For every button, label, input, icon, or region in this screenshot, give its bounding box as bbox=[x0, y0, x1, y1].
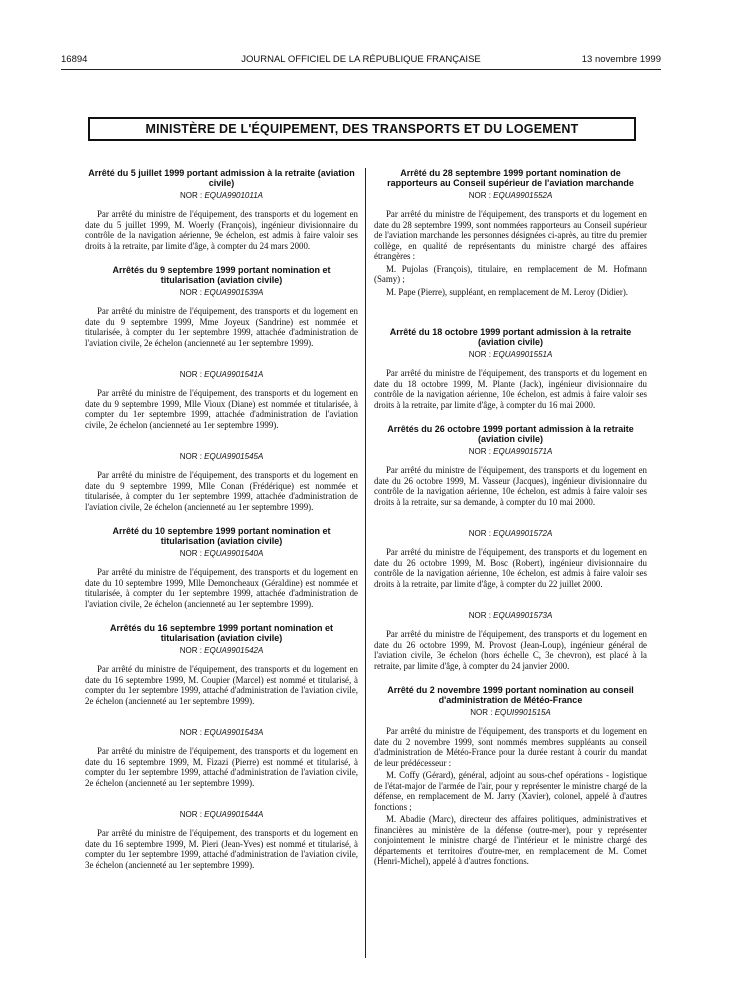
decree-text: Par arrêté du ministre de l'équipement, des transports et du logement en date du 26 octobre 1999, M. Provost (Jean-Loup), ingénieur général de l'aviation civile, 3e échelon (hors échelle C, 3e chevron), est placé à la retraite, par limite d'âge, à compter du 24 janvier 2000. bbox=[374, 629, 647, 671]
right-column bbox=[374, 168, 647, 881]
nor-label: NOR : bbox=[468, 350, 491, 359]
nor-code: EQUA9901542A bbox=[204, 646, 264, 655]
decree-text: Par arrêté du ministre de l'équipement, des transports et du logement en date du 16 septembre 1999, M. Fizazi (Pierre) est nommé et titularisé, à compter du 1er septembre 1999, attaché d'administration de l'aviation civile, 2e échelon (ancienneté au 1er septembre 1999). bbox=[85, 746, 358, 788]
decree-list-item: M. Pujolas (François), titulaire, en remplacement de M. Hofmann (Samy) ; bbox=[374, 263, 647, 284]
nor-label: NOR : bbox=[468, 447, 491, 456]
header-rule bbox=[61, 69, 661, 70]
nor-reference bbox=[374, 447, 647, 457]
decree-section bbox=[85, 623, 358, 870]
decree-title: Arrêtés du 16 septembre 1999 portant nomination et titularisation (aviation civile) bbox=[109, 623, 334, 643]
nor-reference bbox=[85, 728, 358, 738]
nor-code: EQUA9901543A bbox=[204, 728, 264, 737]
nor-reference bbox=[374, 191, 647, 201]
decree-text: Par arrêté du ministre de l'équipement, des transports et du logement en date du 26 octobre 1999, M. Bosc (Robert), ingénieur divisionnaire du contrôle de la navigation aérienne, 10e échelon, est admis à faire valoir ses droits à la retraite, par limite d'âge, à compter du 22 juillet 2000. bbox=[374, 547, 647, 589]
decree-list-item: M. Pape (Pierre), suppléant, en remplacement de M. Leroy (Didier). bbox=[386, 286, 629, 297]
nor-reference bbox=[374, 611, 647, 621]
decree-text: Par arrêté du ministre de l'équipement, des transports et du logement en date du 5 juillet 1999, M. Woerly (François), ingénieur divisionnaire du contrôle de la navigation aérienne, 9e échelon, est admis à faire valoir ses droits à la retraite, par limite d'âge, à compter du 24 mars 2000. bbox=[85, 209, 358, 251]
column-divider bbox=[365, 168, 366, 958]
decree-text: Par arrêté du ministre de l'équipement, des transports et du logement en date du 10 septembre 1999, Mlle Demoncheaux (Géraldine) est nommée et titularisée, à compter du 1er septembre 1999, attachée d'administration de l'aviation civile, 2e échelon (ancienneté au 1er septembre 1999). bbox=[85, 567, 358, 609]
nor-label: NOR : bbox=[468, 529, 491, 538]
ministry-heading: MINISTÈRE DE L'ÉQUIPEMENT, DES TRANSPORTS ET DU LOGEMENT bbox=[88, 117, 636, 141]
nor-reference bbox=[85, 288, 358, 298]
nor-code: EQUA9901551A bbox=[493, 350, 553, 359]
nor-reference bbox=[85, 191, 358, 201]
decree-section bbox=[374, 424, 647, 671]
decree-text: Par arrêté du ministre de l'équipement, des transports et du logement en date du 16 septembre 1999, M. Pieri (Jean-Yves) est nommé et titularisé, à compter du 1er septembre 1999, attaché d'administration de l'aviation civile, 3e échelon (ancienneté au 1er septembre 1999). bbox=[85, 828, 358, 870]
nor-label: NOR : bbox=[179, 452, 202, 461]
nor-code: EQUA9901573A bbox=[493, 611, 553, 620]
nor-reference bbox=[85, 646, 358, 656]
nor-code: EQUA9901552A bbox=[493, 191, 553, 200]
nor-label: NOR : bbox=[470, 708, 493, 717]
page-header bbox=[61, 54, 661, 70]
decree-list-item: M. Coffy (Gérard), général, adjoint au sous-chef opérations - logistique de l'état-major de l'armée de l'air, pour y représenter le ministre chargé de la défense, en remplacement de M. Jarry (Xavier), colonel, appelé à d'autres fonctions ; bbox=[374, 770, 647, 812]
decree-text: Par arrêté du ministre de l'équipement, des transports et du logement en date du 26 octobre 1999, M. Vasseur (Jacques), ingénieur divisionnaire du contrôle de la navigation aérienne, 10e échelon, est admis à faire valoir ses droits à la retraite, sur sa demande, à compter du 10 mai 2000. bbox=[374, 465, 647, 507]
nor-reference bbox=[374, 708, 647, 718]
decree-list-item: M. Abadie (Marc), directeur des affaires politiques, administratives et financières au ministère de la défense (outre-mer), pour y représenter conjointement le ministre chargé de l'intérieur et le ministre chargé des départements et territoires d'outre-mer, en remplacement de M. Comet (Henri-Michel), appelé à d'autres fonctions. bbox=[374, 814, 647, 866]
nor-reference bbox=[374, 529, 647, 539]
issue-date: 13 novembre 1999 bbox=[581, 54, 661, 65]
nor-reference bbox=[85, 549, 358, 559]
decree-title: Arrêté du 10 septembre 1999 portant nomination et titularisation (aviation civile) bbox=[112, 526, 331, 546]
decree-title: Arrêté du 18 octobre 1999 portant admission à la retraite (aviation civile) bbox=[389, 327, 632, 347]
decree-section bbox=[374, 327, 647, 410]
decree-section bbox=[85, 168, 358, 251]
decree-text: Par arrêté du ministre de l'équipement, des transports et du logement en date du 9 septembre 1999, Mlle Conan (Frédérique) est nommée et titularisée, à compter du 1er septembre 1999, attachée d'administration de l'aviation civile, 2e échelon (ancienneté au 1er septembre 1999). bbox=[85, 470, 358, 512]
decree-section bbox=[85, 265, 358, 512]
decree-title: Arrêté du 5 juillet 1999 portant admission à la retraite (aviation civile) bbox=[88, 168, 355, 188]
nor-label: NOR : bbox=[468, 191, 491, 200]
decree-text: Par arrêté du ministre de l'équipement, des transports et du logement en date du 18 octobre 1999, M. Plante (Jack), ingénieur divisionnaire du contrôle de la navigation aérienne, 10e échelon, est admis à faire valoir ses droits à la retraite, par limite d'âge, à compter du 16 mai 2000. bbox=[374, 368, 647, 410]
decree-section bbox=[374, 168, 647, 297]
nor-label: NOR : bbox=[179, 810, 202, 819]
nor-code: EQUA9901545A bbox=[204, 452, 264, 461]
decree-title: Arrêté du 2 novembre 1999 portant nomination au conseil d'administration de Météo-France bbox=[387, 685, 634, 705]
nor-label: NOR : bbox=[179, 191, 203, 200]
nor-label: NOR : bbox=[179, 288, 202, 297]
nor-code: EQUA9901544A bbox=[204, 810, 264, 819]
page-number: 16894 bbox=[61, 54, 88, 65]
nor-code: EQUA9901540A bbox=[204, 549, 264, 558]
decree-section bbox=[85, 526, 358, 609]
nor-label: NOR : bbox=[179, 646, 202, 655]
nor-code: EQUA9901571A bbox=[493, 447, 553, 456]
nor-label: NOR : bbox=[468, 611, 491, 620]
nor-reference bbox=[85, 810, 358, 820]
decree-text: Par arrêté du ministre de l'équipement, des transports et du logement en date du 28 septembre 1999, sont nommées rapporteurs au Conseil supérieur de l'aviation marchande les personnes désignées ci-après, au titre du premier collège, en qualité de représentants du ministre chargé des affaires étrangères : bbox=[374, 209, 647, 261]
decree-title: Arrêté du 28 septembre 1999 portant nomination de rapporteurs au Conseil supérieur de l'aviation marchande bbox=[387, 168, 634, 188]
decree-text: Par arrêté du ministre de l'équipement, des transports et du logement en date du 9 septembre 1999, Mme Joyeux (Sandrine) est nommée et titularisée, à compter du 1er septembre 1999, attachée d'administration de l'aviation civile, 2e échelon (ancienneté au 1er septembre 1999). bbox=[85, 306, 358, 348]
nor-reference bbox=[374, 350, 647, 360]
journal-title: JOURNAL OFFICIEL DE LA RÉPUBLIQUE FRANÇAISE bbox=[241, 54, 481, 65]
nor-reference bbox=[85, 370, 358, 380]
nor-reference bbox=[85, 452, 358, 462]
nor-code: EQUA9901572A bbox=[493, 529, 553, 538]
nor-code: EQUA9901541A bbox=[204, 370, 264, 379]
decree-title: Arrêtés du 26 octobre 1999 portant admission à la retraite (aviation civile) bbox=[387, 424, 634, 444]
nor-code: EQUI9901515A bbox=[494, 708, 551, 717]
nor-label: NOR : bbox=[179, 549, 202, 558]
nor-code: EQUA9901539A bbox=[204, 288, 264, 297]
decree-title: Arrêtés du 9 septembre 1999 portant nomination et titularisation (aviation civile) bbox=[112, 265, 331, 285]
nor-label: NOR : bbox=[179, 728, 202, 737]
decree-text: Par arrêté du ministre de l'équipement, des transports et du logement en date du 2 novembre 1999, sont nommés membres suppléants au conseil d'administration de Météo-France pour la durée restant à courir du mandat de leur prédécesseur : bbox=[374, 726, 647, 768]
decree-section bbox=[374, 685, 647, 867]
decree-text: Par arrêté du ministre de l'équipement, des transports et du logement en date du 9 septembre 1999, Mlle Vioux (Diane) est nommée et titularisée, à compter du 1er septembre 1999, attachée d'administration de l'aviation civile, 2e échelon (ancienneté au 1er septembre 1999). bbox=[85, 388, 358, 430]
decree-text: Par arrêté du ministre de l'équipement, des transports et du logement en date du 16 septembre 1999, M. Coupier (Marcel) est nommé et titularisé, à compter du 1er septembre 1999, attaché d'administration de l'aviation civile, 2e échelon (ancienneté au 1er septembre 1999). bbox=[85, 664, 358, 706]
left-column bbox=[85, 168, 358, 884]
nor-label: NOR : bbox=[179, 370, 202, 379]
nor-code: EQUA9901011A bbox=[204, 191, 264, 200]
